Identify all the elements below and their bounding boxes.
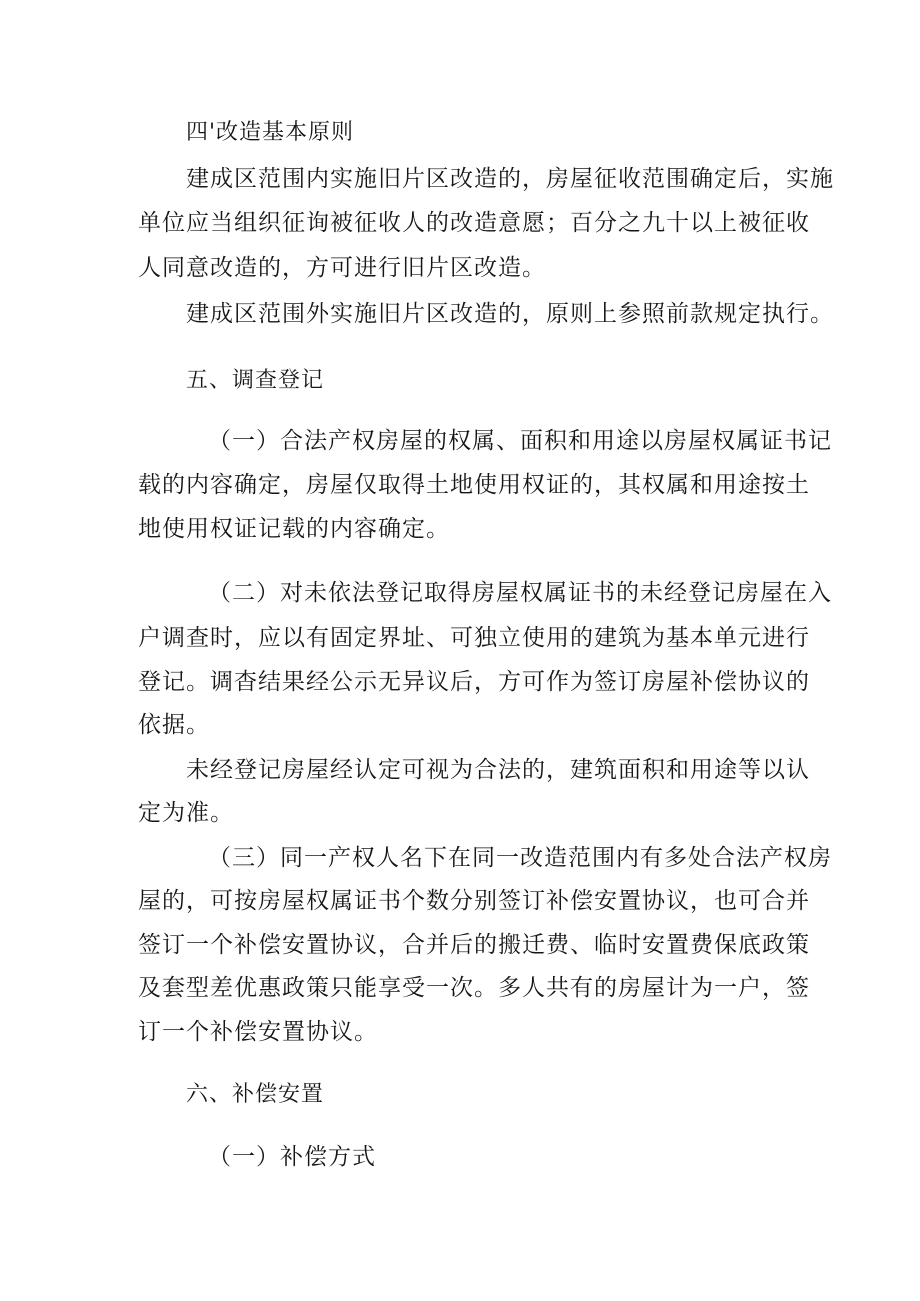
section-heading-5: 五、调查登记 [186,368,325,393]
paragraph-line: 建成区范围外实施旧片区改造的，原则上参照前款规定执行。 [186,301,834,327]
paragraph-line: 登记。调杳结果经公示无异议后，方可作为签订房屋补偿协议的 [138,669,810,695]
subsection-heading: （一）补偿方式 [208,1144,376,1170]
paragraph-line: 建成区范围内实施旧片区改造的，房屋征收范围确定后，实施 [186,166,834,192]
section-heading-6: 六、补偿安置 [186,1082,325,1107]
paragraph-line: 载的内容确定，房屋仅取得土地使用权证的，其权属和用途按土 [138,472,810,498]
paragraph-line: 定为准。 [138,800,234,826]
paragraph-line: 订一个补偿安置协议。 [138,1019,378,1045]
paragraph-line: 依据。 [138,712,210,738]
paragraph-line: 签订一个补偿安置协议，合并后的搬迁费、临时安置费保底政策 [138,932,810,958]
paragraph-line: （三）同一产权人名下在同一改造范围内有多处合法产权房 [208,845,832,871]
paragraph-line: 户调查时，应以有固定界址、可独立使用的建筑为基本单元进行 [138,625,810,651]
paragraph-line: （二）对未依法登记取得房屋权属证书的未经登记房屋在入 [208,580,832,606]
paragraph-line: 未经登记房屋经认定可视为合法的，建筑面积和用途等以认 [186,757,810,783]
paragraph-line: 及套型差优惠政策只能享受一次。多人共有的房屋计为一户，签 [138,975,810,1001]
paragraph-line: （一）合法产权房屋的权属、面积和用途以房屋权属证书记 [208,428,832,454]
paragraph-line: 地使用权证记载的内容确定。 [138,516,450,542]
paragraph-line: 人同意改造的，方可进行旧片区改造。 [138,255,546,281]
section-heading-4: 四'改造基本原则 [186,120,355,145]
paragraph-line: 屋的，可按房屋权属证书个数分别签订补偿安置协议，也可合并 [138,888,810,914]
paragraph-line: 单位应当组织征询被征收人的改造意愿；百分之九十以上被征收 [138,210,810,236]
